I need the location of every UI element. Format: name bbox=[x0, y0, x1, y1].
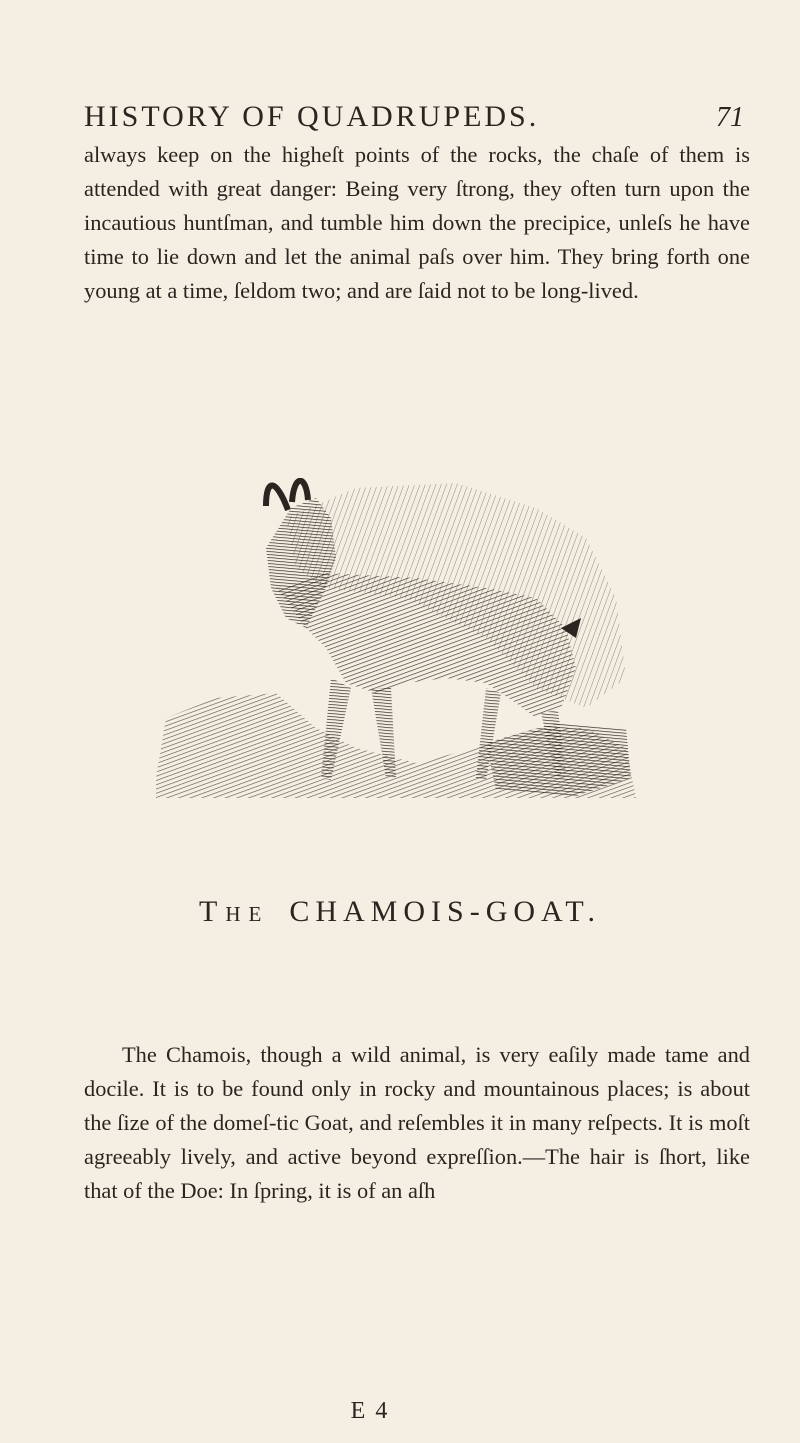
chamois-goat-engraving-icon bbox=[156, 478, 636, 798]
running-title: HISTORY OF QUADRUPEDS. bbox=[84, 100, 540, 133]
paragraph-2: The Chamois, though a wild animal, is very eaſily made tame and docile. It is to be found only in rocky and mountainous places; is about the ſize of the domeſ-tic Goat, and reſembles it in many reſpects. It is moſt agreeably lively, and active beyond expreſſion.—The hair is ſhort, like that of the Doe: In ſpring, it is of an aſh bbox=[84, 1042, 750, 1203]
figure-caption bbox=[0, 895, 800, 929]
caption-lead: The bbox=[199, 895, 270, 928]
caption-name: CHAMOIS-GOAT. bbox=[289, 895, 601, 928]
signature-mark: E 4 bbox=[350, 1398, 390, 1424]
page-number: 71 bbox=[716, 102, 744, 133]
paragraph-1: always keep on the higheſt points of the rocks, the chaſe of them is attended with great danger: Being very ſtrong, they often turn upon the incautious huntſman, and tumble him down the precipice, unleſs he have time to lie down and let the animal paſs over him. They bring forth one young at a time, ſeldom two; and are ſaid not to be long-lived. bbox=[84, 142, 750, 303]
running-head bbox=[84, 100, 744, 140]
